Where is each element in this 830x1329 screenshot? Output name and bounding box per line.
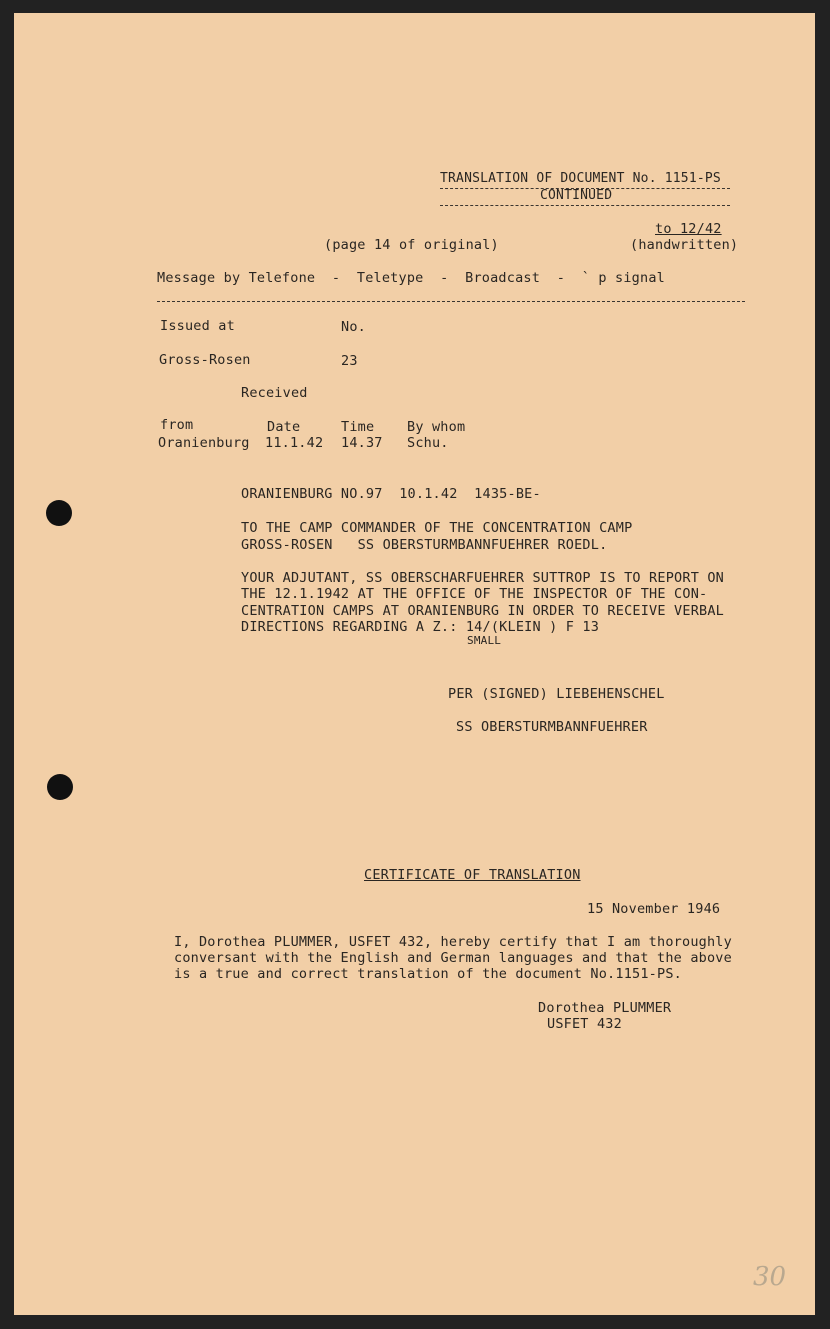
signer-name: Dorothea PLUMMER (538, 1000, 672, 1016)
small-annotation: SMALL (467, 634, 502, 647)
time-label: Time (341, 419, 375, 435)
from-value: Oranienburg (158, 435, 250, 451)
punch-hole-bottom (47, 774, 73, 800)
issued-at-label: Issued at (160, 318, 235, 334)
message-type-line: Message by Telefone - Teletype - Broadcast - ` p signal (157, 270, 665, 286)
date-label: Date (267, 419, 301, 435)
issued-place: Gross-Rosen (159, 352, 251, 368)
certificate-text-3: is a true and correct translation of the document No.1151-PS. (174, 966, 682, 982)
time-value: 14.37 (341, 435, 383, 451)
message-reference: ORANIENBURG NO.97 10.1.42 1435-BE- (241, 486, 541, 502)
received-label: Received (241, 385, 308, 401)
signer-unit: USFET 432 (547, 1016, 622, 1032)
signature-line-1: PER (SIGNED) LIEBEHENSCHEL (448, 686, 665, 702)
certificate-text-1: I, Dorothea PLUMMER, USFET 432, hereby certify that I am thoroughly (174, 934, 732, 950)
date-value: 11.1.42 (265, 435, 324, 451)
message-body-line-1: YOUR ADJUTANT, SS OBERSCHARFUEHRER SUTTROP IS TO REPORT ON (241, 570, 725, 586)
header-continued: CONTINUED (540, 188, 613, 203)
by-whom-label: By whom (407, 419, 466, 435)
certificate-text-2: conversant with the English and German languages and that the above (174, 950, 732, 966)
header-title: TRANSLATION OF DOCUMENT No. 1151-PS (440, 171, 721, 186)
message-rule (157, 301, 745, 302)
to-reference: to 12/42 (655, 221, 722, 237)
certificate-title: CERTIFICATE OF TRANSLATION (364, 867, 581, 883)
header-rule-2 (440, 205, 730, 206)
message-body-line-4: DIRECTIONS REGARDING A Z.: 14/(KLEIN ) F 13 (241, 619, 600, 635)
handwritten-page-number: 30 (753, 1262, 787, 1292)
addressee-line-2: GROSS-ROSEN SS OBERSTURMBANNFUEHRER ROEDL. (241, 537, 608, 553)
signature-line-2: SS OBERSTURMBANNFUEHRER (456, 719, 648, 735)
certificate-date: 15 November 1946 (587, 901, 721, 917)
page-reference: (page 14 of original) (324, 237, 499, 253)
addressee-line-1: TO THE CAMP COMMANDER OF THE CONCENTRATION CAMP (241, 520, 633, 536)
no-value: 23 (341, 353, 358, 369)
document-page (14, 13, 815, 1315)
punch-hole-top (46, 500, 72, 526)
from-label: from (160, 417, 194, 433)
message-body-line-3: CENTRATION CAMPS AT ORANIENBURG IN ORDER TO RECEIVE VERBAL (241, 603, 725, 619)
by-whom-value: Schu. (407, 435, 449, 451)
handwritten-note: (handwritten) (630, 237, 739, 253)
message-body-line-2: THE 12.1.1942 AT THE OFFICE OF THE INSPECTOR OF THE CON- (241, 586, 708, 602)
no-label: No. (341, 319, 366, 335)
